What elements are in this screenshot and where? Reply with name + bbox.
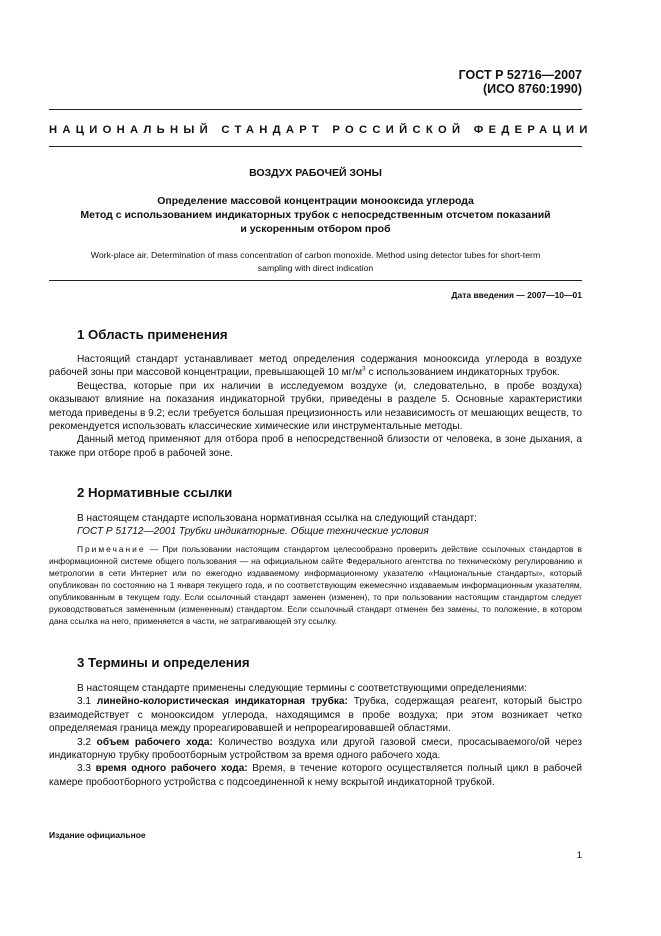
paragraph: Вещества, которые при их наличии в исследуемом воздухе (и, следовательно, в пробе воздуха) оказывают влияние на показания индикаторной трубки, приведены в разделе 5. Основные характеристики метода приведены в 9.2; если требуется большая прецизионность или независимость от мешающих веществ, то рекомендуется использовать классические химические или инструментальные методы. <box>49 380 582 433</box>
subtitle-line: и ускоренным отбором проб <box>240 223 391 235</box>
term-definition: 3.3 время одного рабочего хода: Время, в течение которого осуществляется полный цикл в рабочей камере пробоотборного устройства с подсоединенной к нему вскрытой индикаторной трубкой. <box>49 763 583 788</box>
section-2-heading: 2 Нормативные ссылки <box>77 485 233 500</box>
subtitle-line: Метод с использованием индикаторных трубок с непосредственным отсчетом показаний <box>80 209 551 221</box>
iso-number: (ИСО 8760:1990) <box>483 82 582 96</box>
section-1-heading: 1 Область применения <box>77 327 228 342</box>
document-title: ВОЗДУХ РАБОЧЕЙ ЗОНЫ <box>249 167 382 179</box>
note-paragraph: Примечание — При пользовании настоящим стандартом целесообразно проверить действие ссылочных стандартов в информационной системе общего пользования — на официальном сайте Федерального агентства по техническому регулированию и метрологии в сети Интернет или по ежегодно издаваемому информационному указателю «Национальные стандарты», который опубликован по состоянию на 1 января текущего года, и по соответствующим ежемесячно издаваемым информационным указателям, опубликованным в текущем году. Если ссылочный стандарт заменен (изменен), то при пользовании настоящим стандартом следует руководствоваться замененным (измененным) стандартом. Если ссылочный стандарт отменен без замены, то положение, в котором дана ссылка на него, применяется в части, не затрагивающей эту ссылку. <box>49 544 582 626</box>
national-standard-line: НАЦИОНАЛЬНЫЙ СТАНДАРТ РОССИЙСКОЙ ФЕДЕРАЦИИ <box>49 124 593 136</box>
english-title-line: sampling with direct indication <box>257 263 374 273</box>
normative-reference: ГОСТ Р 51712—2001 Трубки индикаторные. Общие технические условия <box>77 526 429 538</box>
standard-number: ГОСТ Р 52716—2007 <box>458 68 582 82</box>
divider-below-national-line <box>49 146 582 147</box>
section-1-body <box>49 353 582 460</box>
english-title <box>49 249 582 275</box>
paragraph: В настоящем стандарте применены следующие термины с соответствующими определениями: <box>77 683 527 694</box>
section-3-heading: 3 Термины и определения <box>77 655 250 670</box>
section-2-body <box>49 512 582 539</box>
note-block <box>49 543 582 627</box>
official-edition-label: Издание официальное <box>49 830 146 840</box>
page-number: 1 <box>576 850 582 861</box>
subtitle-line: Определение массовой концентрации монооксида углерода <box>157 195 474 207</box>
english-title-line: Work-place air. Determination of mass concentration of carbon monoxide. Method using detector tubes for short-term <box>90 250 541 260</box>
date-introduced: Дата введения — 2007—10—01 <box>451 290 582 300</box>
top-divider <box>49 109 582 110</box>
section-3-body <box>49 682 582 789</box>
divider-above-date <box>49 280 582 281</box>
note-label: Примечание <box>77 544 146 554</box>
paragraph: Данный метод применяют для отбора проб в непосредственной близости от человека, в зоне дыхания, а также при отборе проб в рабочей зоне. <box>49 434 582 459</box>
paragraph: В настоящем стандарте использована нормативная ссылка на следующий стандарт: <box>77 513 477 524</box>
standard-designation <box>459 68 582 96</box>
term-definition: 3.2 объем рабочего хода: Количество воздуха или другой газовой смеси, просасываемого/ой через индикаторную трубку пробоотборным устройством за время одного рабочего хода. <box>49 736 582 762</box>
paragraph: Настоящий стандарт устанавливает метод определения содержания монооксида углерода в воздухе рабочей зоны при массовой концентрации, превышающей 10 $мг/м^3$ с использованием индикаторных трубок. <box>49 354 582 379</box>
document-subtitle <box>49 194 582 236</box>
term-definition: 3.1 линейно-колористическая индикаторная трубка: Трубка, содержащая реагент, который быстро взаимодействует с монооксидом углерода, находящимся в пробе воздуха; при этом возникает четко определяемая граница между прореагировавшей и непрореагировавшей областями. <box>49 696 583 735</box>
